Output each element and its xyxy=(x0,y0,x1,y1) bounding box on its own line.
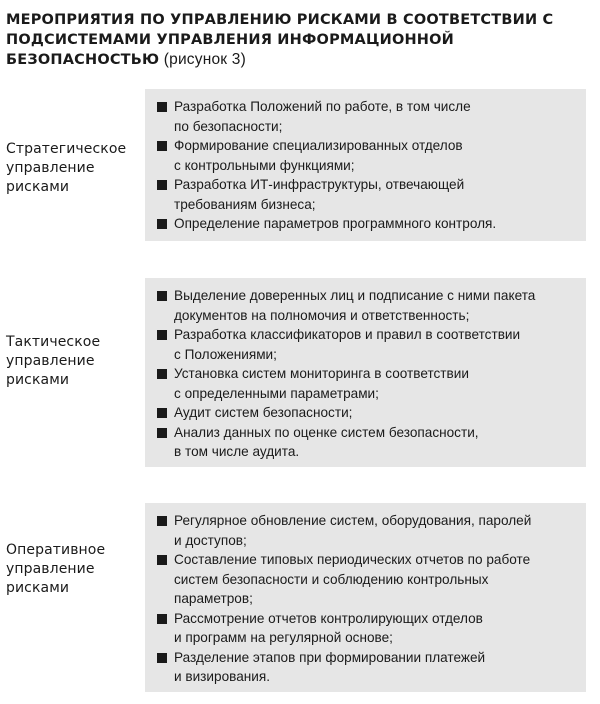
measures-list-tactical xyxy=(157,286,580,462)
diagram-title xyxy=(6,10,566,70)
list-item: Рассмотрение отчетов контролирующих отделов и программ на регулярной основе; xyxy=(157,609,580,648)
square-bullet-icon xyxy=(157,291,167,301)
list-item: Выделение доверенных лиц и подписание с ними пакета документов на полномочия и ответственность; xyxy=(157,286,580,325)
row-label-tactical: Тактическое управление рисками xyxy=(6,334,101,388)
title-figure-ref: (рисунок 3) xyxy=(163,51,246,68)
square-bullet-icon xyxy=(157,141,167,151)
square-bullet-icon xyxy=(157,369,167,379)
title-main: МЕРОПРИЯТИЯ ПО УПРАВЛЕНИЮ РИСКАМИ В СООТВЕТСТВИИ С ПОДСИСТЕМАМИ УПРАВЛЕНИЯ ИНФОРМАЦИОННОЙ БЕЗОПАСНОСТЬЮ xyxy=(6,12,554,68)
square-bullet-icon xyxy=(157,516,167,526)
measures-box-tactical xyxy=(145,278,586,467)
row-label-strategic: Стратегическое управление рисками xyxy=(6,141,127,195)
square-bullet-icon xyxy=(157,408,167,418)
square-bullet-icon xyxy=(157,555,167,565)
measures-list-operational xyxy=(157,511,580,687)
square-bullet-icon xyxy=(157,653,167,663)
list-item: Разработка ИТ-инфраструктуры, отвечающей требованиям бизнеса; xyxy=(157,175,580,214)
list-item: Формирование специализированных отделов с контрольными функциями; xyxy=(157,136,580,175)
list-item: Разработка Положений по работе, в том числе по безопасности; xyxy=(157,97,580,136)
square-bullet-icon xyxy=(157,102,167,112)
row-label-operational: Оперативное управление рисками xyxy=(6,542,106,596)
list-item: Определение параметров программного контроля. xyxy=(157,214,580,234)
measures-box-strategic xyxy=(145,89,586,241)
measures-box-operational xyxy=(145,503,586,692)
square-bullet-icon xyxy=(157,219,167,229)
list-item: Аудит систем безопасности; xyxy=(157,403,580,423)
list-item: Регулярное обновление систем, оборудования, паролей и доступов; xyxy=(157,511,580,550)
square-bullet-icon xyxy=(157,428,167,438)
list-item: Разработка классификаторов и правил в соответствии с Положениями; xyxy=(157,325,580,364)
list-item: Составление типовых периодических отчетов по работе систем безопасности и соблюдению контрольных параметров; xyxy=(157,550,580,609)
list-item: Анализ данных по оценке систем безопасности, в том числе аудита. xyxy=(157,423,580,462)
square-bullet-icon xyxy=(157,614,167,624)
square-bullet-icon xyxy=(157,330,167,340)
list-item: Установка систем мониторинга в соответствии с определенными параметрами; xyxy=(157,364,580,403)
square-bullet-icon xyxy=(157,180,167,190)
measures-list-strategic xyxy=(157,97,580,234)
list-item: Разделение этапов при формировании платежей и визирования. xyxy=(157,648,580,687)
